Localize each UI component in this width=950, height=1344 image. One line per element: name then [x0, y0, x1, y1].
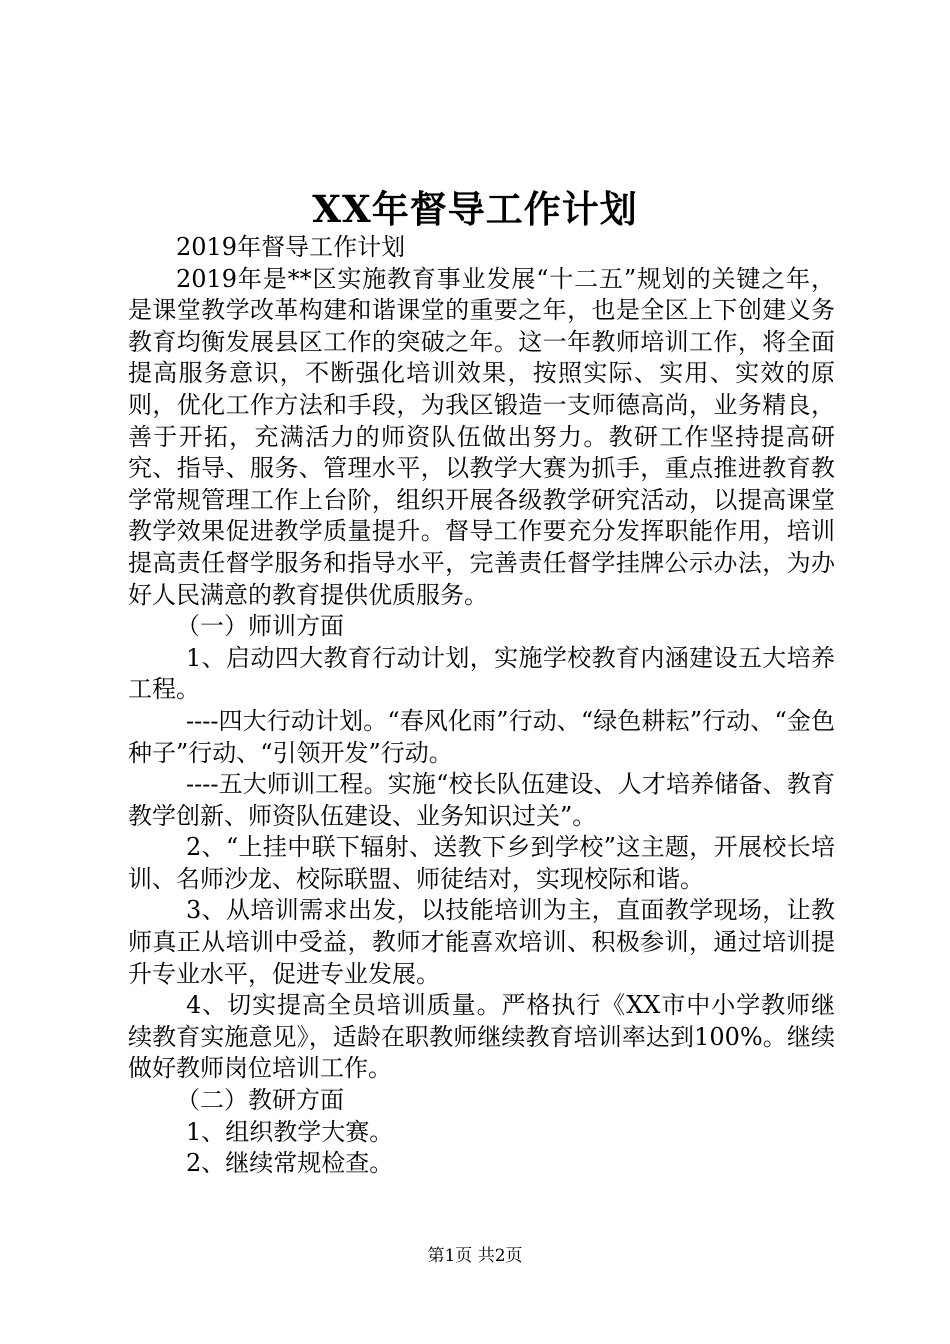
item-paragraph: ----四大行动计划。“春风化雨”行动、“绿色耕耘”行动、“金色种子”行动、“引领开发”行动。 — [128, 706, 835, 767]
subtitle-paragraph: 2019年督导工作计划 — [176, 233, 406, 261]
item-paragraph: 1、启动四大教育行动计划，实施学校教育内涵建设五大培养工程。 — [128, 643, 835, 704]
document-title: XX年督导工作计划 — [312, 187, 638, 231]
item-paragraph: ----五大师训工程。实施“校长队伍建设、人才培养储备、教育教学创新、师资队伍建设、业务知识过关”。 — [128, 770, 835, 830]
section-heading-teacher-training: （一）师训方面 — [176, 612, 344, 641]
page-number-footer: 第1页 共2页 — [427, 1246, 523, 1266]
item-paragraph: 2、“上挂中联下辐射、送教下乡到学校”这主题，开展校长培训、名师沙龙、校际联盟、师徒结对，实现校际和谐。 — [128, 833, 835, 893]
section-heading-teaching-research: （二）教研方面 — [176, 1086, 344, 1115]
item-paragraph: 4、切实提高全员培训质量。严格执行《XX市中小学教师继续教育实施意见》，适龄在职教师继续教育培训率达到100%。继续做好教师岗位培训工作。 — [128, 991, 835, 1083]
item-paragraph: 2、继续常规检查。 — [186, 1149, 394, 1178]
document-body — [128, 232, 835, 1180]
item-paragraph: 3、从培训需求出发，以技能培训为主，直面教学现场，让教师真正从培训中受益，教师才能喜欢培训、积极参训，通过培训提升专业水平，促进专业发展。 — [128, 896, 835, 988]
item-paragraph: 1、组织教学大赛。 — [186, 1117, 394, 1146]
intro-paragraph: 2019年是**区实施教育事业发展“十二五”规划的关键之年，是课堂教学改革构建和谐课堂的重要之年，也是全区上下创建义务教育均衡发展县区工作的突破之年。这一年教师培训工作，将全面提高服务意识，不断强化培训效果，按照实际、实用、实效的原则，优化工作方法和手段，为我区锻造一支师德高尚，业务精良，善于开拓，充满活力的师资队伍做出努力。教研工作坚持提高研究、指导、服务、管理水平，以教学大赛为抓手，重点推进教育教学常规管理工作上台阶，组织开展各级教学研究活动，以提高课堂教学效果促进教学质量提升。督导工作要充分发挥职能作用，培训提高责任督学服务和指导水平，完善责任督学挂牌公示办法，为办好人民满意的教育提供优质服务。 — [128, 264, 835, 609]
